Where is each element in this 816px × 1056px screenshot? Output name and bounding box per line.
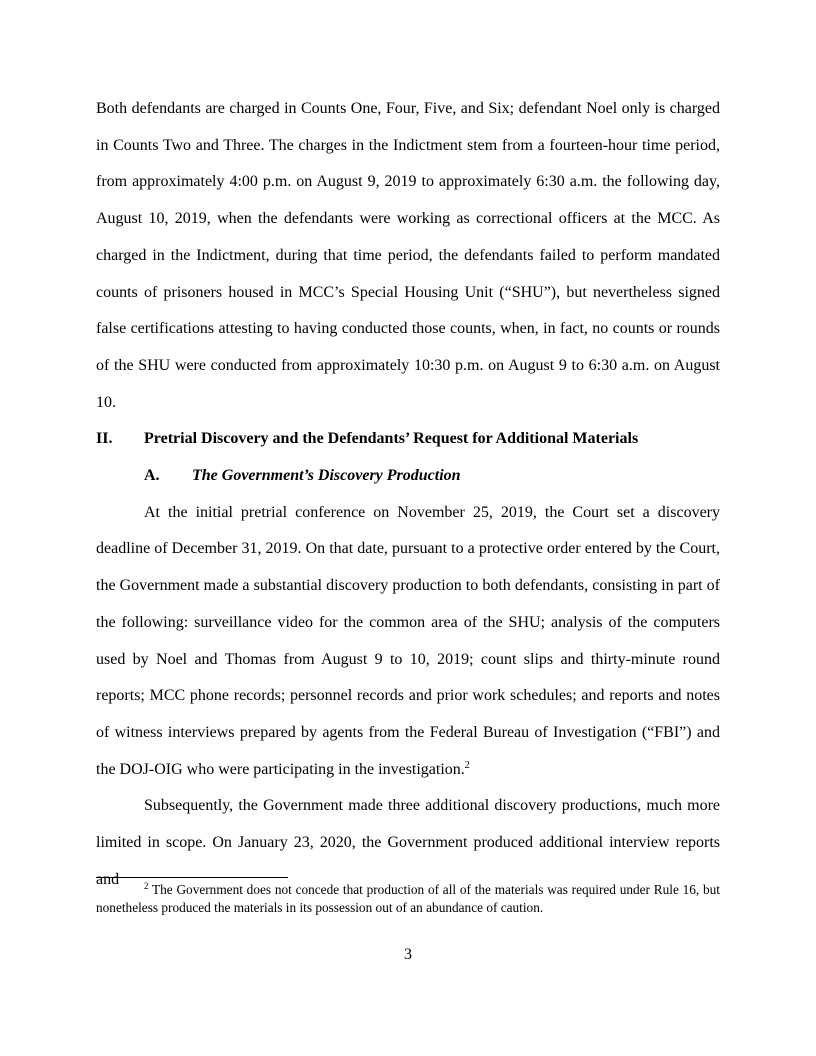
paragraph-counts-charged: Both defendants are charged in Counts One, Four, Five, and Six; defendant Noel only is charged in Counts Two and Three. The charges in the Indictment stem from a fourteen-hour time period, from approximately 4:00 p.m. on August 9, 2019 to approximately 6:30 a.m. the following day, August 10, 2019, when the defendants were working as correctional officers at the MCC. As charged in the Indictment, during that time period, the defendants failed to perform mandated counts of prisoners housed in MCC’s Special Housing Unit (“SHU”), but nevertheless signed false certifications attesting to having conducted those counts, when, in fact, no counts or rounds of the SHU were conducted from approximately 10:30 p.m. on August 9 to 6:30 a.m. on August 10. (96, 100, 720, 411)
section-number: II. (96, 430, 113, 448)
section-heading (96, 421, 720, 458)
section-title: Pretrial Discovery and the Defendants’ Request for Additional Materials (144, 430, 639, 448)
page-number: 3 (404, 946, 412, 963)
subsection-heading (96, 458, 720, 495)
subsection-title: The Government’s Discovery Production (192, 467, 461, 485)
footnote-text: The Government does not concede that production of all of the materials was required under Rule 16, but nonetheless produced the materials in its possession out of an abundance of caution. (96, 882, 720, 915)
footnote-separator (96, 877, 288, 878)
paragraph-discovery-production-text: At the initial pretrial conference on November 25, 2019, the Court set a discovery deadline of December 31, 2019. On that date, pursuant to a protective order entered by the Court, the Government made a substantial discovery production to both defendants, consisting in part of the following: surveillance video for the common area of the SHU; analysis of the computers used by Noel and Thomas from August 9 to 10, 2019; count slips and thirty-minute round reports; MCC phone records; personnel records and prior work schedules; and reports and notes of witness interviews prepared by agents from the Federal Bureau of Investigation (“FBI”) and the DOJ-OIG who were participating in the investigation. (96, 503, 720, 778)
footnote-reference[interactable]: 2 (464, 759, 470, 771)
document-body (96, 91, 720, 898)
footnote-marker: 2 (144, 881, 149, 891)
paragraph-additional-productions: Subsequently, the Government made three additional discovery productions, much more limited in scope. On January 23, 2020, the Government produced additional interview reports and (96, 797, 720, 888)
paragraph-discovery-production (96, 495, 720, 789)
subsection-number: A. (144, 467, 160, 485)
footnote (96, 881, 720, 916)
